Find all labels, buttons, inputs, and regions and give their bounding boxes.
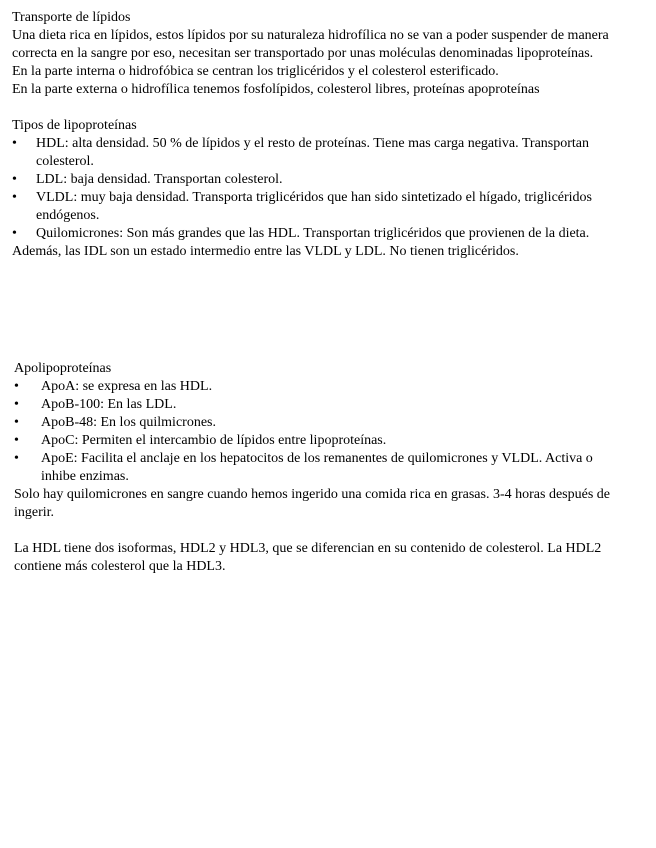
list-item-apob48 (14, 414, 624, 432)
paragraph-internal-part: En la parte interna o hidrofóbica se centran los triglicéridos y el colesterol esterificado. (12, 64, 499, 79)
list-item-ldl (12, 171, 622, 189)
bullet-marker: • (14, 433, 19, 448)
blank-line (14, 522, 624, 540)
bullet-marker: • (12, 172, 17, 187)
bullet-marker: • (12, 136, 17, 151)
list-item-hdl (12, 135, 622, 171)
list-item-text: ApoE: Facilita el anclaje en los hepatocitos de los remanentes de quilomicrones y VLDL. Activa o inhibe enzimas. (41, 451, 593, 484)
list-item-text: HDL: alta densidad. 50 % de lípidos y el resto de proteínas. Tiene mas carga negativa. Transportan colesterol. (36, 136, 590, 169)
bullet-marker: • (14, 451, 19, 466)
list-item-text: ApoB-48: En los quilmicrones. (41, 415, 216, 430)
list-item-apob100 (14, 396, 624, 414)
list-item-apoa (14, 378, 624, 396)
section-title-lipoprotein-types: Tipos de lipoproteínas (12, 118, 137, 133)
bullet-marker: • (12, 190, 17, 205)
list-item-text: ApoB-100: En las LDL. (41, 397, 177, 412)
list-item-text: ApoC: Permiten el intercambio de lípidos entre lipoproteínas. (41, 433, 387, 448)
paragraph-lipid-diet: Una dieta rica en lípidos, estos lípidos por su naturaleza hidrofílica no se van a poder suspender de manera correcta en la sangre por eso, necesitan ser transportado por unas moléculas denominadas lipoproteínas. (12, 28, 609, 61)
list-item-text: LDL: baja densidad. Transportan colesterol. (36, 172, 283, 187)
bullet-marker: • (14, 379, 19, 394)
paragraph-quilomicrones-note: Solo hay quilomicrones en sangre cuando hemos ingerido una comida rica en grasas. 3-4 horas después de ingerir. (14, 487, 610, 520)
list-item-text: VLDL: muy baja densidad. Transporta triglicéridos que han sido sintetizado el hígado, triglicéridos endógenos. (36, 190, 593, 223)
section-apolipoproteins (14, 360, 624, 576)
blank-line (12, 99, 622, 117)
list-item-quilomicrones (12, 225, 622, 243)
paragraph-idl-note: Además, las IDL son un estado intermedio entre las VLDL y LDL. No tienen triglicéridos. (12, 244, 519, 259)
list-item-vldl (12, 189, 622, 225)
list-item-apoe (14, 450, 624, 486)
apolipoproteins-list (14, 378, 624, 486)
bullet-marker: • (14, 415, 19, 430)
section-lipid-transport (12, 9, 622, 261)
lipoprotein-types-list (12, 135, 622, 243)
paragraph-external-part: En la parte externa o hidrofílica tenemos fosfolípidos, colesterol libres, proteínas apoproteínas (12, 82, 540, 97)
list-item-text: ApoA: se expresa en las HDL. (41, 379, 213, 394)
bullet-marker: • (12, 226, 17, 241)
section-title-apolipoproteins: Apolipoproteínas (14, 361, 112, 376)
bullet-marker: • (14, 397, 19, 412)
section-title-lipid-transport: Transporte de lípidos (12, 10, 131, 25)
paragraph-hdl-isoforms: La HDL tiene dos isoformas, HDL2 y HDL3, que se diferencian en su contenido de colesterol. La HDL2 contiene más colesterol que la HDL3. (14, 541, 602, 574)
list-item-apoc (14, 432, 624, 450)
list-item-text: Quilomicrones: Son más grandes que las HDL. Transportan triglicéridos que provienen de la dieta. (36, 226, 590, 241)
